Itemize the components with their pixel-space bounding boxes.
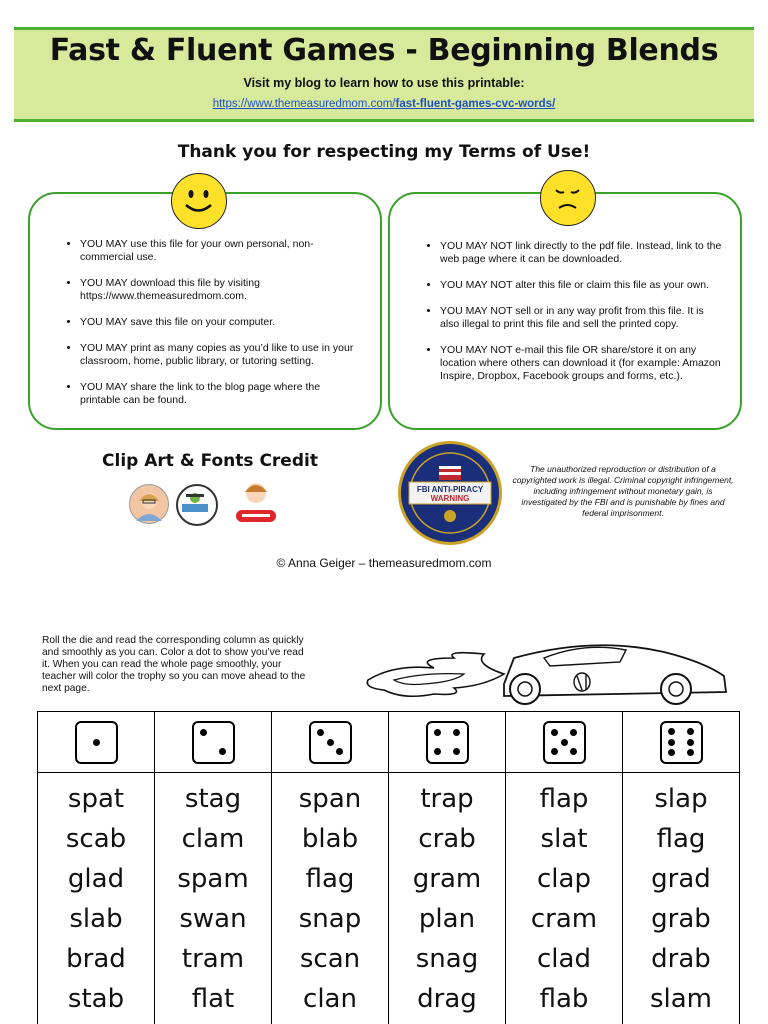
word-column xyxy=(623,712,739,1024)
word-item: scab xyxy=(65,824,127,854)
seal-line-2: WARNING xyxy=(430,494,470,503)
may-item: • YOU MAY save this file on your computer. xyxy=(80,316,362,329)
copyright-line: © Anna Geiger – themeasuredmom.com xyxy=(276,556,492,570)
word-item: gram xyxy=(412,864,482,894)
die-pip xyxy=(570,729,577,736)
word-list xyxy=(38,773,154,1019)
die-face-icon xyxy=(75,721,118,764)
word-item: snap xyxy=(298,904,362,934)
die-face-icon xyxy=(192,721,235,764)
sad-face-icon xyxy=(540,170,596,226)
word-item: drab xyxy=(651,944,711,974)
die-pip xyxy=(668,728,675,735)
word-item: flap xyxy=(539,784,589,814)
word-item: tram xyxy=(181,944,245,974)
word-list xyxy=(272,773,388,1019)
word-item: clan xyxy=(303,984,357,1014)
word-item: slam xyxy=(649,984,713,1014)
word-item: span xyxy=(298,784,362,814)
may-item: • YOU MAY use this file for your own personal, non-commercial use. xyxy=(80,238,362,264)
blog-prompt: Visit my blog to learn how to use this printable: xyxy=(243,76,525,90)
author-avatar-icon xyxy=(129,484,169,524)
die-pip xyxy=(551,729,558,736)
die-pip xyxy=(434,748,441,755)
die-pip xyxy=(93,739,100,746)
die-cell xyxy=(389,712,505,773)
word-item: crab xyxy=(418,824,476,854)
word-item: slat xyxy=(540,824,588,854)
credits-title: Clip Art & Fonts Credit xyxy=(102,451,318,471)
word-list xyxy=(389,773,505,1019)
die-face-icon xyxy=(426,721,469,764)
word-item: grad xyxy=(651,864,711,894)
die-pip xyxy=(453,748,460,755)
die-pip xyxy=(687,739,694,746)
word-item: snag xyxy=(415,944,479,974)
die-pip xyxy=(668,749,675,756)
word-item: drag xyxy=(417,984,477,1014)
word-column xyxy=(389,712,506,1024)
word-item: slab xyxy=(69,904,123,934)
die-pip xyxy=(453,729,460,736)
word-item: spat xyxy=(67,784,125,814)
seal-line-1: FBI ANTI-PIRACY xyxy=(416,485,484,494)
word-item: slap xyxy=(654,784,708,814)
race-car-icon xyxy=(364,628,734,710)
die-cell xyxy=(155,712,271,773)
die-cell xyxy=(272,712,388,773)
word-item: spam xyxy=(177,864,249,894)
word-item: glad xyxy=(67,864,125,894)
die-face-icon xyxy=(309,721,352,764)
may-item: • YOU MAY download this file by visiting https://www.themeasuredmom.com. xyxy=(80,277,362,303)
header-banner xyxy=(14,27,754,122)
die-pip xyxy=(434,729,441,736)
may-not-item: • YOU MAY NOT e-mail this file OR share/store it on any location where others can download it (for example: Amazon Inspire, Dropbox, Facebook groups and forms, etc.). xyxy=(440,344,722,383)
word-item: blab xyxy=(301,824,359,854)
die-cell xyxy=(506,712,622,773)
word-list xyxy=(623,773,739,1019)
word-item: flat xyxy=(191,984,235,1014)
word-item: scan xyxy=(299,944,361,974)
die-face-icon xyxy=(660,721,703,764)
may-item: • YOU MAY share the link to the blog page where the printable can be found. xyxy=(80,381,362,407)
word-grid xyxy=(37,711,740,1024)
word-item: swan xyxy=(179,904,247,934)
word-column xyxy=(155,712,272,1024)
terms-title: Thank you for respecting my Terms of Use! xyxy=(177,142,591,162)
word-item: clad xyxy=(537,944,591,974)
die-cell xyxy=(38,712,154,773)
word-item: flag xyxy=(656,824,706,854)
link-base: https://www.themeasuredmom.com/ xyxy=(212,98,396,110)
word-item: stag xyxy=(184,784,242,814)
page-title: Fast & Fluent Games - Beginning Blends xyxy=(49,33,719,68)
die-cell xyxy=(623,712,739,773)
word-item: flag xyxy=(305,864,355,894)
word-column xyxy=(38,712,155,1024)
word-item: clam xyxy=(181,824,245,854)
may-not-list xyxy=(390,240,740,383)
may-not-item: • YOU MAY NOT link directly to the pdf file. Instead, link to the web page where it can be downloaded. xyxy=(440,240,722,266)
word-item: cram xyxy=(530,904,598,934)
word-list xyxy=(155,773,271,1019)
die-pip xyxy=(219,748,226,755)
may-list xyxy=(30,238,380,407)
die-pip xyxy=(687,749,694,756)
die-pip xyxy=(336,748,343,755)
die-pip xyxy=(551,748,558,755)
die-pip xyxy=(668,739,675,746)
word-item: stab xyxy=(67,984,125,1014)
smiley-face-icon xyxy=(171,173,227,229)
word-item: grab xyxy=(651,904,711,934)
fonts-logo-icon xyxy=(176,484,218,526)
word-item: clap xyxy=(537,864,591,894)
link-path: fast-fluent-games-cvc-words/ xyxy=(395,98,556,110)
clipart-logo-icon xyxy=(233,478,279,526)
die-face-icon xyxy=(543,721,586,764)
word-list xyxy=(506,773,622,1019)
die-pip xyxy=(570,748,577,755)
fbi-notice: The unauthorized reproduction or distribution of a copyrighted work is illegal. Criminal copyright infringement, including infringement without monetary gain, is investigated by the FBI and is punishable by fines and federal imprisonment. xyxy=(512,464,734,518)
may-not-box xyxy=(388,192,742,430)
may-item: • YOU MAY print as many copies as you’d like to use in your classroom, home, public library, or tutoring setting. xyxy=(80,342,362,368)
blog-link[interactable] xyxy=(14,98,754,110)
word-column xyxy=(506,712,623,1024)
may-not-item: • YOU MAY NOT sell or in any way profit from this file. It is also illegal to print this file and sell the printed copy. xyxy=(440,305,722,331)
word-item: brad xyxy=(66,944,126,974)
die-pip xyxy=(687,728,694,735)
die-pip xyxy=(200,729,207,736)
word-item: plan xyxy=(418,904,476,934)
die-pip xyxy=(327,739,334,746)
word-column xyxy=(272,712,389,1024)
game-instructions: Roll the die and read the corresponding column as quickly and smoothly as you can. Color a dot to show you’ve read it. When you can read the whole page smoothly, your teacher will color the trophy so you can move ahead to the next page. xyxy=(42,635,306,694)
word-item: flab xyxy=(539,984,589,1014)
fbi-seal-icon xyxy=(398,441,502,545)
may-not-item: • YOU MAY NOT alter this file or claim this file as your own. xyxy=(440,279,722,292)
die-pip xyxy=(561,739,568,746)
word-item: trap xyxy=(420,784,474,814)
die-pip xyxy=(317,729,324,736)
